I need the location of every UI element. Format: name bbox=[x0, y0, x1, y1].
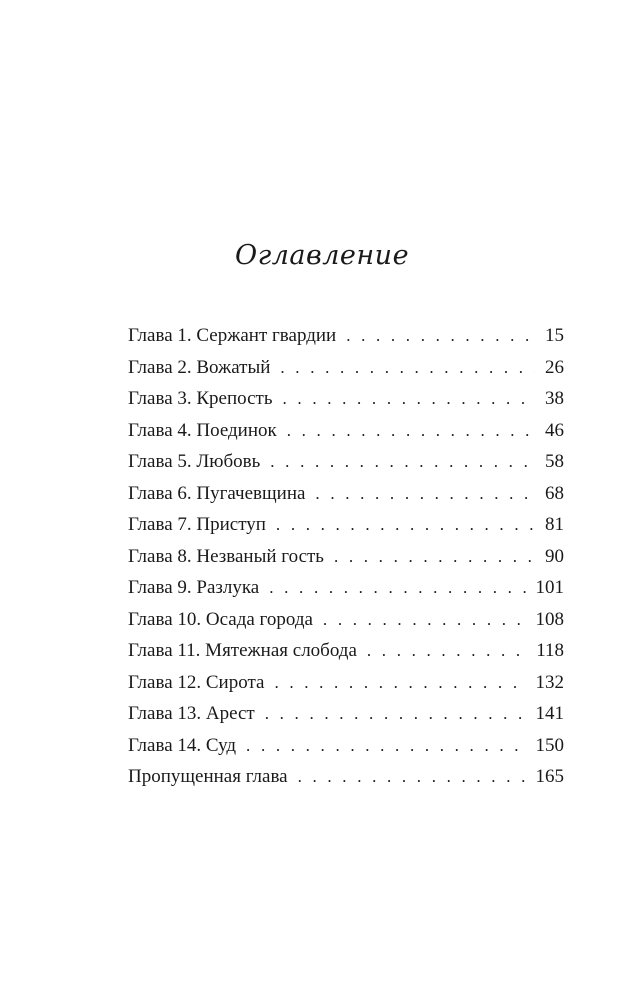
toc-entry bbox=[128, 509, 564, 541]
toc-entry-page: 68 bbox=[545, 482, 564, 504]
page-title: Оглавление bbox=[234, 240, 410, 271]
toc-entry bbox=[128, 415, 564, 447]
toc-dot-leader bbox=[280, 352, 535, 384]
toc-dot-leader bbox=[315, 478, 535, 510]
toc-dot-leader bbox=[287, 415, 535, 447]
toc-entry bbox=[128, 761, 564, 793]
toc-dot-leader bbox=[274, 667, 525, 699]
toc-entry-label: Глава 9. Разлука bbox=[128, 577, 260, 598]
toc-dot-leader bbox=[298, 761, 526, 793]
toc-dot-leader bbox=[276, 509, 535, 541]
toc-entry-label: Глава 8. Незваный гость bbox=[128, 545, 324, 567]
toc-entry-label: Глава 10. Осада города bbox=[128, 608, 313, 630]
toc-entry-label: Глава 1. Сержант гвардии bbox=[128, 325, 337, 346]
toc-entry bbox=[128, 698, 564, 730]
toc-entry-page: 141 bbox=[535, 703, 564, 724]
toc-entry bbox=[128, 604, 564, 636]
toc-dot-leader bbox=[269, 572, 525, 604]
toc-dot-leader bbox=[323, 604, 526, 636]
toc-entry-label: Глава 7. Приступ bbox=[128, 514, 266, 535]
toc-entry bbox=[128, 730, 564, 762]
toc-entry-label: Глава 11. Мятежная слобода bbox=[128, 640, 357, 661]
toc-entry-label: Глава 3. Крепость bbox=[128, 388, 273, 409]
toc-entry-label: Глава 5. Любовь bbox=[128, 451, 261, 472]
toc-entry-page: 58 bbox=[545, 451, 564, 472]
toc-entry bbox=[128, 320, 564, 352]
toc-entry-page: 46 bbox=[545, 419, 564, 441]
toc-entry-page: 15 bbox=[545, 325, 564, 346]
toc-dot-leader bbox=[367, 635, 526, 667]
toc-entry-label: Глава 13. Арест bbox=[128, 703, 255, 724]
toc-entry-page: 165 bbox=[535, 766, 564, 787]
toc-entry bbox=[128, 352, 564, 384]
toc-dot-leader bbox=[265, 698, 526, 730]
toc-entry-label: Пропущенная глава bbox=[128, 766, 288, 787]
toc-entry-label: Глава 2. Вожатый bbox=[128, 356, 271, 378]
toc-dot-leader bbox=[283, 383, 535, 415]
toc-entry-page: 81 bbox=[545, 514, 564, 535]
toc-entry-label: Глава 4. Поединок bbox=[128, 419, 277, 441]
toc-entry-page: 101 bbox=[535, 577, 564, 598]
table-of-contents bbox=[128, 320, 564, 793]
toc-entry-label: Глава 14. Суд bbox=[128, 734, 237, 756]
toc-entry bbox=[128, 572, 564, 604]
toc-entry-page: 90 bbox=[545, 545, 564, 567]
toc-entry-page: 108 bbox=[535, 608, 564, 630]
toc-entry-page: 132 bbox=[535, 671, 564, 693]
toc-dot-leader bbox=[246, 730, 525, 762]
toc-dot-leader bbox=[334, 541, 535, 573]
toc-dot-leader bbox=[346, 320, 535, 352]
toc-entry bbox=[128, 667, 564, 699]
toc-entry-page: 118 bbox=[536, 640, 564, 661]
toc-entry-label: Глава 6. Пугачевщина bbox=[128, 482, 306, 504]
toc-entry bbox=[128, 541, 564, 573]
toc-entry-label: Глава 12. Сирота bbox=[128, 671, 265, 693]
toc-entry-page: 150 bbox=[535, 734, 564, 756]
toc-entry-page: 26 bbox=[545, 356, 564, 378]
toc-entry bbox=[128, 383, 564, 415]
toc-entry bbox=[128, 478, 564, 510]
toc-entry bbox=[128, 446, 564, 478]
toc-entry bbox=[128, 635, 564, 667]
toc-dot-leader bbox=[270, 446, 535, 478]
toc-entry-page: 38 bbox=[545, 388, 564, 409]
